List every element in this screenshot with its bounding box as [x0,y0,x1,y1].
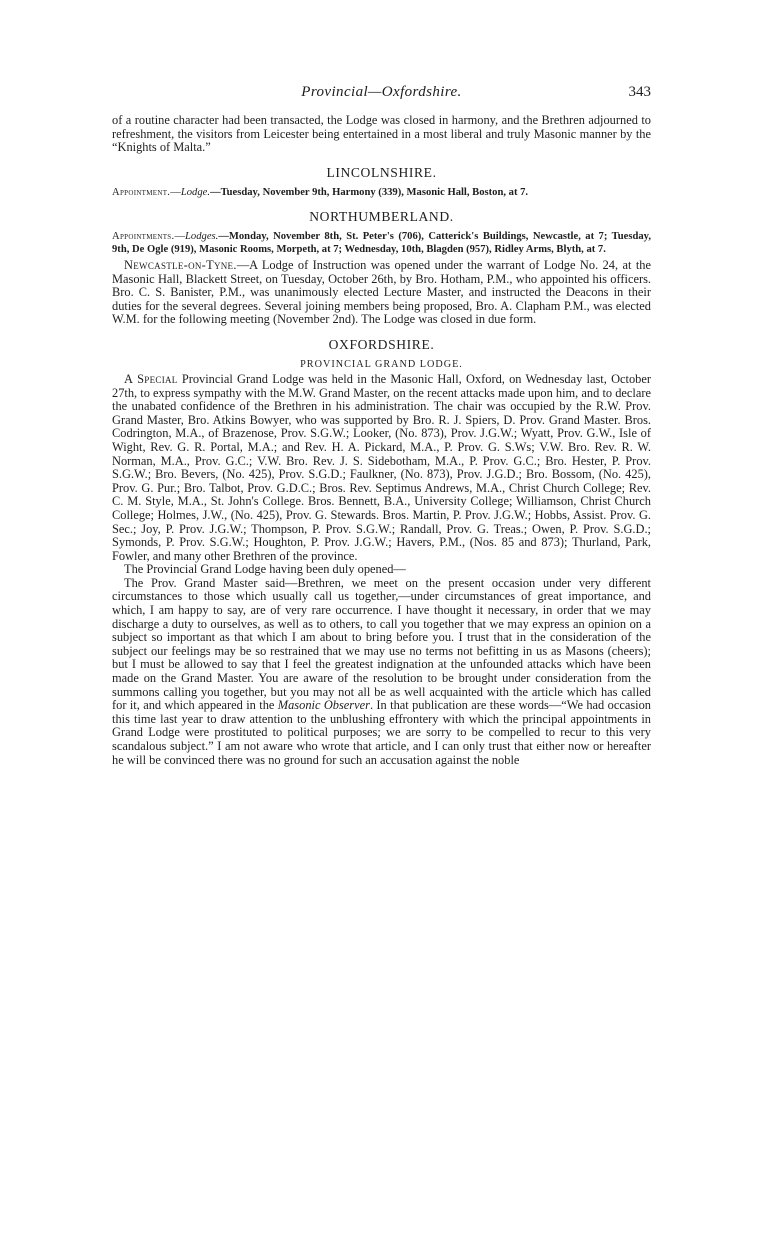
running-title: Provincial—Oxfordshire. [301,84,462,100]
special-text: Provincial Grand Lodge was held in the Masonic Hall, Oxford, on Wednesday last, October 27th, to express sympathy with the M.W. Grand Master, on the recent attacks made upon him, and to declare the unabated confidence of the Brethren in his administration. The chair was occupied by the R.W. Prov. Grand Master, Bro. Atkins Bowyer, who was supported by Bro. R. J. Spiers, D. Prov. Grand Master. Bros. Codrington, M.A., of Brazenose, Prov. S.G.W.; Looker, (No. 873), Prov. J.G.W.; Wyatt, Prov. G.W., Isle of Wight, Rev. G. R. Portal, M.A.; and Rev. H. A. Pickard, M.A., P. Prov. G. S.Ws; V.W. Bro. Rev. R. W. Norman, M.A., Prov. G.C.; V.W. Bro. Rev. J. S. Sidebotham, M.A., P. Prov. G.C.; Bro. Hester, P. Prov. S.G.W.; Bro. Bevers, (No. 425), Prov. S.G.D.; Faulkner, (No. 873), Prov. J.G.D.; Bro. Bossom, (No. 425), Prov. G. Pur.; Bro. Talbot, Prov. G.D.C.; Bros. Rev. Septimus Andrews, M.A., Christ Church College; Rev. C. M. Style, M.A., St. John's College. Bros. Bennett, B.A., University College; Williamson, Christ Church College; Holmes, J.W., (No. 425), Prov. G. Stewards. Bros. Martin, P. Prov. J.G.W.; Hobbs, Assist. Prov. G. Sec.; Joy, P. Prov. J.G.W.; Thompson, P. Prov. S.G.W.; Randall, Prov. G. Treas.; Owen, P. Prov. S.G.D.; Symonds, P. Prov. S.G.W.; Houghton, P. Prov. J.G.W.; Havers, P.M., (Nos. 85 and 873); Thurland, Park, Fowler, and many other Brethren of the province. [112,371,651,563]
newcastle-lead: Newcastle-on-Tyne. [124,258,237,272]
speech-paragraph [112,577,651,767]
page-number: 343 [628,84,651,100]
lincolnshire-text: —Tuesday, November 9th, Harmony (339), Masonic Hall, Boston, at 7. [209,186,529,198]
document-page [0,84,763,1240]
masonic-observer-title: Masonic Observer [277,698,370,713]
northumberland-lodges-label: Lodges. [185,231,219,243]
special-lodge-paragraph [112,373,651,563]
lincolnshire-lead: Appointment. [112,186,171,198]
page-header [112,84,651,114]
heading-northumberland: NORTHUMBERLAND. [309,209,454,225]
northumberland-lead: Appointments. [112,231,175,243]
newcastle-paragraph [112,259,651,327]
opened-paragraph: The Provincial Grand Lodge having been duly opened— [124,562,406,577]
heading-lincolnshire: LINCOLNSHIRE. [326,164,437,180]
dash: — [170,186,181,198]
special-lead: A Special [124,371,178,386]
lincolnshire-lodge-label: Lodge. [180,186,210,198]
lincolnshire-appointment [112,187,651,199]
speech-text-1: The Prov. Grand Master said—Brethren, we meet on the present occasion under very different circumstances to those which usually call us together,—under circumstances of great importance, and which, I am happy to say, are of very rare occurrence. I have thought it necessary, in order that we may discharge a duty to ourselves, as well as to others, to call you together that we may express an opinion on a subject so important as that which I am about to bring before you. I trust that in the consideration of the subject our feelings may be so restrained that we may use no terms not befitting in us as Masons (cheers); but I must be allowed to say that I feel the greatest indignation at the unfounded attacks which have been made on the Grand Master. You are aware of the resolution to be brought under consideration from the summons calling you together, but you may not all be as well acquainted with the article which has called for it, and which appeared in the [112,575,651,713]
newcastle-text: —A Lodge of Instruction was opened under the warrant of Lodge No. 24, at the Masonic Hall, Blackett Street, on Tuesday, October 26th, by Bro. Hotham, P.M., who appointed his officers. Bro. C. S. Banister, P.M., was unanimously elected Lecture Master, and instructed the Deacons in their duties for the several degrees. Several joining members being proposed, Bro. A. Clapham P.M., was elected W.M. for the following meeting (November 2nd). The Lodge was closed in due form. [112,258,651,327]
intro-paragraph: of a routine character had been transacted, the Lodge was closed in harmony, and the Brethren adjourned to refreshment, the visitors from Leicester being entertained in a most liberal and truly Masonic manner by the “Knights of Malta.” [112,113,651,155]
dash: — [174,231,186,243]
heading-oxfordshire: OXFORDSHIRE. [328,336,435,352]
northumberland-appointments-text: —Monday, November 8th, St. Peter's (706), Catterick's Buildings, Newcastle, at 7; Tuesday, 9th, De Ogle (919), Masonic Rooms, Morpeth, at 7; Wednesday, 10th, Blagden (957), Ridley Arms, Blyth, at 7. [112,231,651,255]
subheading-provincial-grand-lodge: PROVINCIAL GRAND LODGE. [300,358,463,370]
speech-text-2: . In that publication are these words—“We had occasion this time last year to draw attention to the unblushing effrontery with which the principal appointments in Grand Lodge were prostituted to political purposes; we are sorry to be compelled to recur to this very scandalous subject.” I am not aware who wrote that article, and I can only trust that either now or hereafter he will be convinced there was no ground for such an accusation against the noble [112,698,651,767]
northumberland-appointments [112,231,651,256]
